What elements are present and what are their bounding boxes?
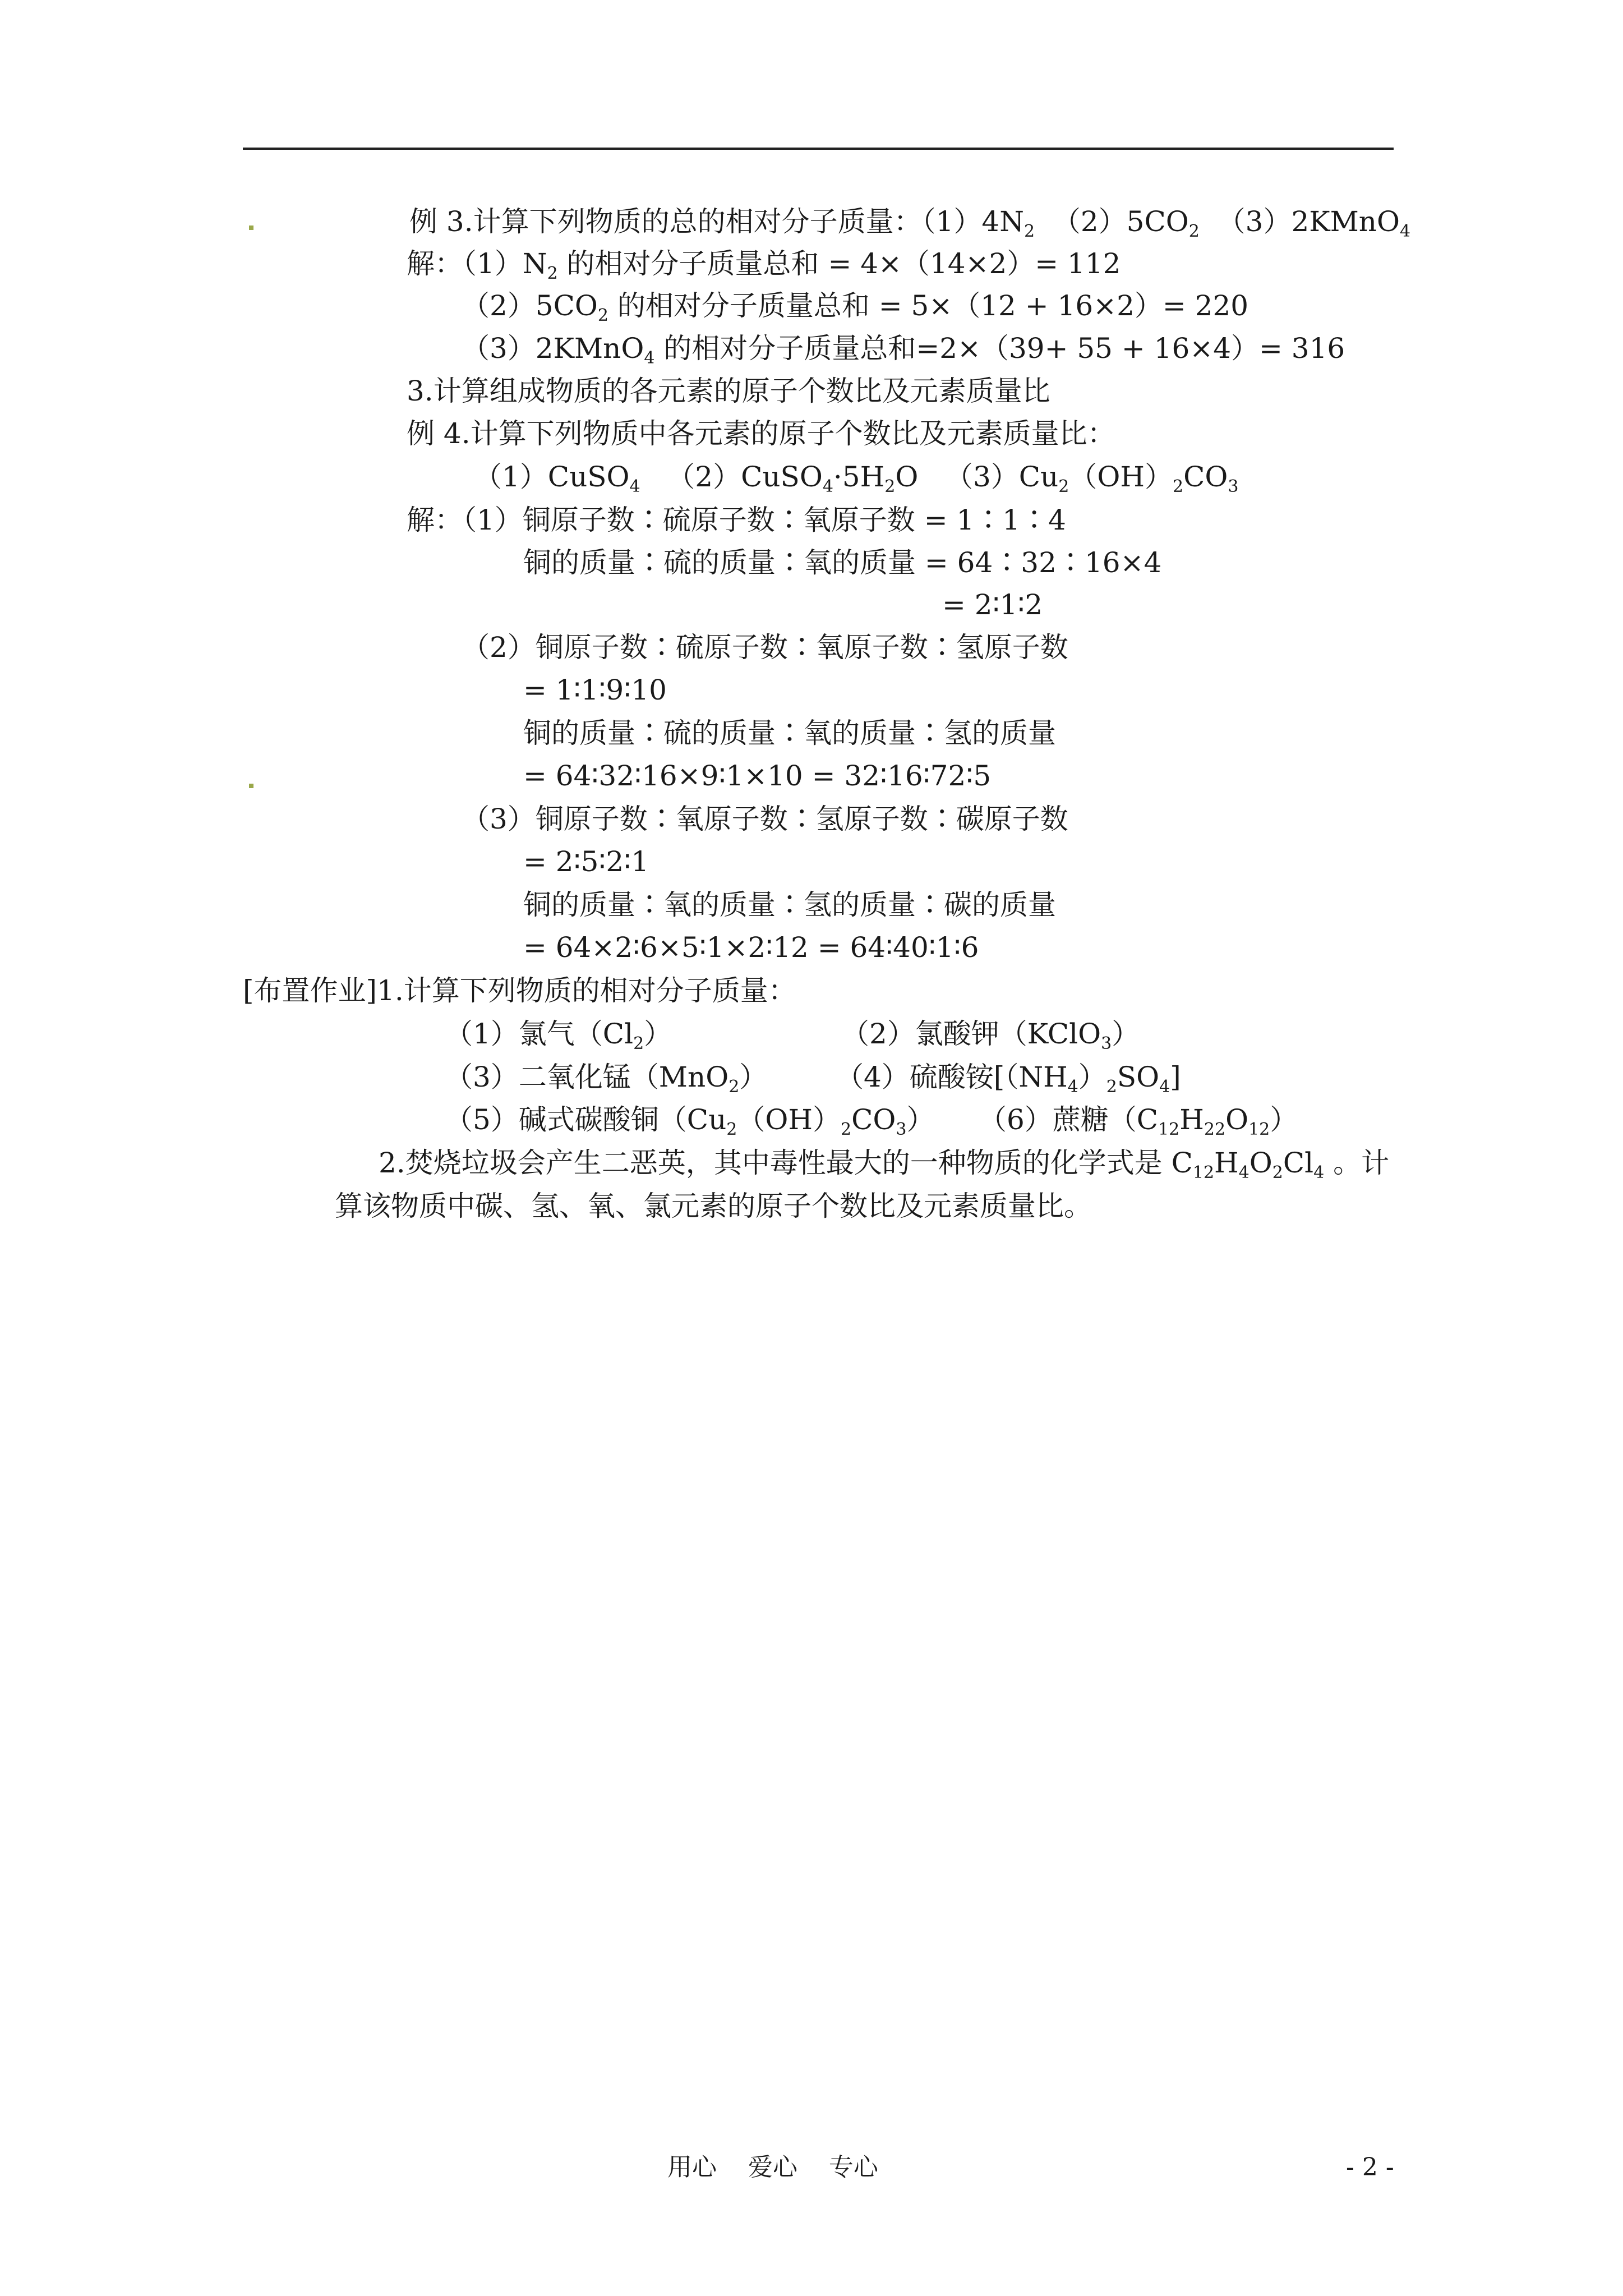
subscript: 2: [884, 477, 896, 496]
subscript: 2: [728, 1077, 740, 1097]
text-run: （OH）: [1069, 461, 1173, 493]
text-run: H: [1214, 1147, 1239, 1179]
text-run: （3）铜原子数∶氧原子数∶氢原子数∶碳原子数: [462, 803, 1068, 835]
solution-line: [523, 671, 667, 708]
text-run: CO: [1183, 461, 1228, 493]
text-run: （1）氯气（Cl: [445, 1018, 634, 1050]
text-run: Cl: [1283, 1147, 1314, 1179]
subscript: 2: [1023, 222, 1035, 241]
solution-line: [942, 586, 1043, 623]
solution-line: [462, 330, 1345, 367]
text-run: （2）5CO: [462, 289, 598, 322]
artifact-dot: [249, 784, 253, 788]
text-run: （6）蔗糖（C: [979, 1103, 1159, 1136]
subscript: 4: [644, 348, 655, 368]
homework-item: [445, 1015, 672, 1052]
homework-item: [841, 1015, 1140, 1052]
example-4-title: [407, 415, 1115, 452]
text-run: = 64×2∶6×5∶1×2∶12 = 64∶40∶1∶6: [523, 931, 979, 964]
subscript: 3: [896, 1120, 907, 1139]
text-run: （2）CuSO: [640, 461, 823, 493]
text-run: 2.焚烧垃圾会产生二恶英，其中毒性最大的一种物质的化学式是 C: [379, 1147, 1193, 1179]
subscript: 2: [1188, 222, 1200, 241]
text-run: 例 4.计算下列物质中各元素的原子个数比及元素质量比：: [407, 417, 1115, 450]
solution-line: [462, 800, 1068, 838]
text-run: = 2∶1∶2: [942, 588, 1043, 621]
text-run: SO: [1117, 1061, 1160, 1093]
text-run: 解：（1）铜原子数∶硫原子数∶氧原子数 = 1∶1∶4: [407, 504, 1066, 536]
subscript: 22: [1204, 1120, 1226, 1139]
subscript: 2: [840, 1120, 852, 1139]
text-run: ）: [906, 1103, 935, 1136]
text-run: （2）铜原子数∶硫原子数∶氧原子数∶氢原子数: [462, 631, 1068, 664]
subscript: 4: [1159, 1077, 1170, 1097]
subscript: 2: [597, 306, 608, 325]
solution-line: [523, 544, 1161, 581]
text-run: （4）硫酸铵[（NH: [836, 1061, 1068, 1093]
text-run: （3）2KMnO: [1199, 205, 1400, 238]
homework-item: [445, 1101, 934, 1138]
solution-line: [523, 715, 1056, 752]
text-run: H: [1179, 1103, 1204, 1136]
text-run: （OH）: [737, 1103, 841, 1136]
text-run: ]: [1170, 1061, 1181, 1093]
text-run: O （3）Cu: [895, 461, 1059, 493]
text-run: 铜的质量∶氧的质量∶氢的质量∶碳的质量: [523, 889, 1056, 921]
text-run: ）: [644, 1018, 672, 1050]
subscript: 4: [822, 477, 833, 496]
solution-line: [407, 245, 1121, 282]
subscript: 4: [1238, 1163, 1249, 1182]
subscript: 4: [1400, 222, 1411, 241]
text-run: = 64∶32∶16×9∶1×10 = 32∶16∶72∶5: [523, 760, 992, 792]
subscript: 2: [726, 1120, 737, 1139]
subscript: 12: [1192, 1163, 1215, 1182]
homework-item: [445, 1059, 767, 1096]
homework-question-2: [379, 1144, 1389, 1181]
text-run: ）: [1078, 1061, 1106, 1093]
text-run: （1）CuSO: [474, 461, 630, 493]
text-run: 铜的质量∶硫的质量∶氧的质量∶氢的质量: [523, 717, 1056, 749]
text-run: （5）碱式碳酸铜（Cu: [445, 1103, 727, 1136]
text-run: 的相对分子质量总和 = 5×（12 + 16×2）= 220: [608, 289, 1249, 322]
solution-line: [523, 886, 1056, 923]
example-3-title: [409, 203, 1410, 240]
solution-line: [462, 629, 1068, 666]
subscript: 12: [1248, 1120, 1270, 1139]
homework-question-2-cont: [335, 1188, 1092, 1225]
text-run: [布置作业]1.计算下列物质的相对分子质量：: [243, 974, 796, 1007]
text-run: ）: [739, 1061, 768, 1093]
text-run: （3）二氧化锰（MnO: [445, 1061, 729, 1093]
subscript: 3: [1228, 477, 1239, 496]
text-run: 例 3.计算下列物质的总的相对分子质量：（1）4N: [409, 205, 1024, 238]
text-run: = 2∶5∶2∶1: [523, 845, 649, 878]
text-run: O: [1225, 1103, 1249, 1136]
footer-slogan: 用心 爱心 专心: [667, 2153, 878, 2182]
subscript: 4: [1067, 1077, 1078, 1097]
subscript: 2: [1172, 477, 1184, 496]
section-heading: [407, 372, 1050, 409]
text-run: ·5H: [833, 461, 885, 493]
subscript: 2: [1106, 1077, 1117, 1097]
example-4-formulas: [474, 458, 1238, 495]
homework-title: [243, 972, 796, 1009]
page-number: - 2 -: [1346, 2153, 1394, 2182]
subscript: 3: [1101, 1034, 1112, 1053]
subscript: 4: [629, 477, 640, 496]
solution-line: [407, 501, 1066, 539]
text-run: ）: [1112, 1018, 1140, 1050]
text-run: 3.计算组成物质的各元素的原子个数比及元素质量比: [407, 375, 1050, 407]
text-run: （2）5CO: [1035, 205, 1189, 238]
text-run: ）: [1270, 1103, 1298, 1136]
artifact-dot: [249, 226, 253, 230]
solution-line: [523, 757, 991, 794]
text-run: （2）氯酸钾（KClO: [841, 1018, 1101, 1050]
text-run: 解：（1）N: [407, 247, 547, 280]
text-run: = 1∶1∶9∶10: [523, 674, 667, 706]
solution-line: [462, 287, 1248, 324]
text-run: 的相对分子质量总和 = 4×（14×2）= 112: [557, 247, 1121, 280]
solution-line: [523, 929, 979, 966]
subscript: 2: [547, 264, 558, 283]
header-rule: [243, 148, 1394, 150]
homework-item: [979, 1101, 1298, 1138]
solution-line: [523, 843, 649, 880]
subscript: 4: [1313, 1163, 1325, 1182]
subscript: 12: [1158, 1120, 1180, 1139]
text-run: 算该物质中碳、氢、氧、氯元素的原子个数比及元素质量比。: [335, 1190, 1092, 1222]
text-run: O: [1249, 1147, 1272, 1179]
text-run: （3）2KMnO: [462, 332, 644, 365]
subscript: 2: [1272, 1163, 1283, 1182]
subscript: 2: [633, 1034, 644, 1053]
text-run: CO: [851, 1103, 896, 1136]
homework-item: [836, 1059, 1181, 1096]
text-run: 铜的质量∶硫的质量∶氧的质量 = 64∶32∶16×4: [523, 546, 1162, 579]
subscript: 2: [1058, 477, 1069, 496]
text-run: 。计: [1324, 1147, 1390, 1179]
text-run: 的相对分子质量总和=2×（39+ 55 + 16×4）= 316: [654, 332, 1345, 365]
